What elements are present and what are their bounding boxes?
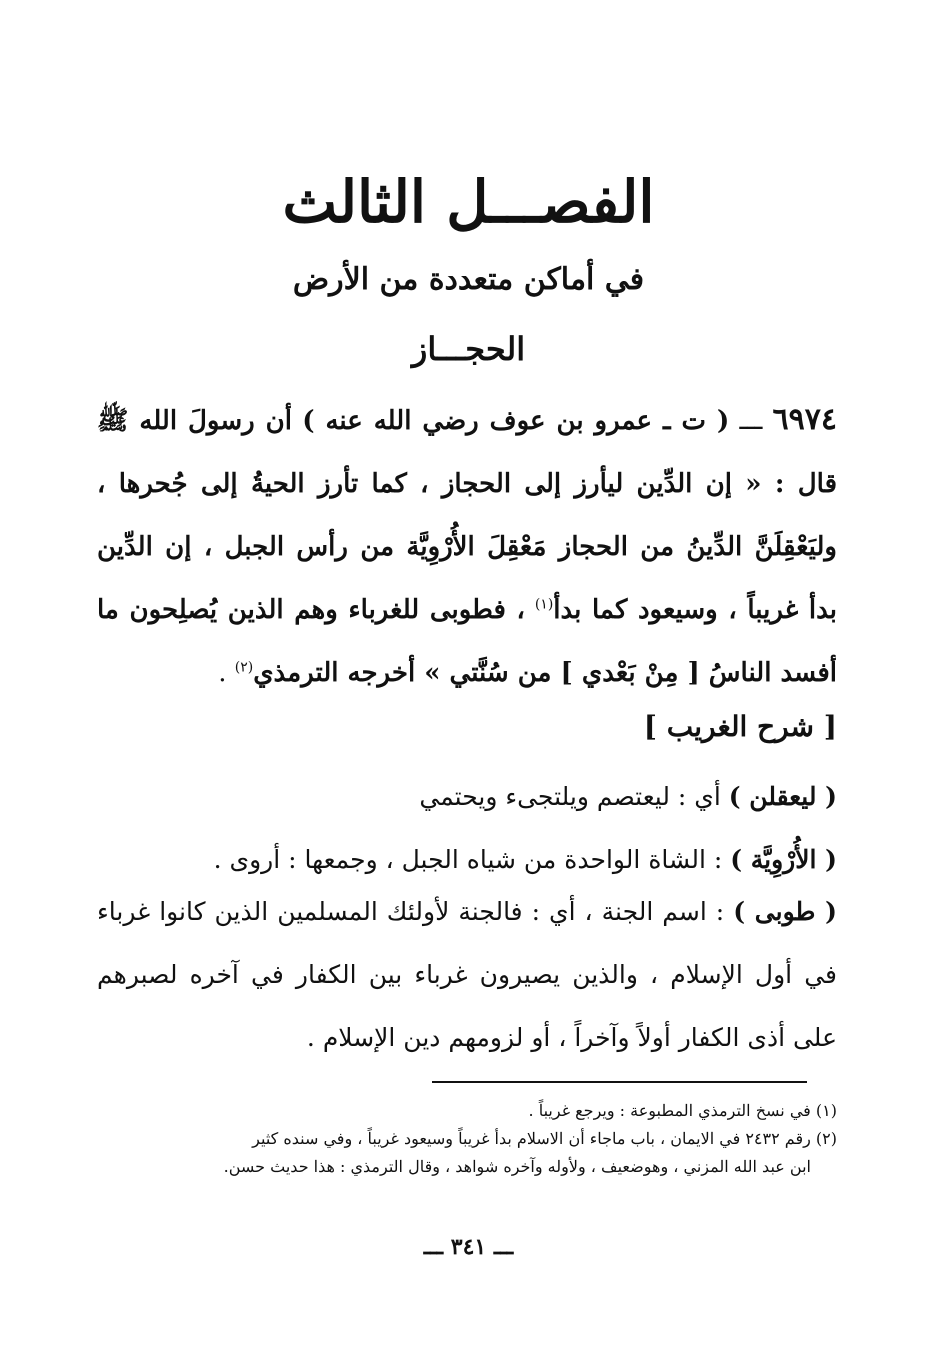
chapter-subtitle: في أماكن متعددة من الأرض bbox=[292, 262, 645, 297]
sharh-heading: [ شرح الغريب ] bbox=[643, 710, 837, 743]
footnotes bbox=[97, 1097, 837, 1181]
page-number: ـــ ٣٤١ ـــ bbox=[423, 1234, 514, 1260]
gloss-term: ( ليعقلن ) bbox=[728, 782, 837, 811]
section-heading: الحجـــاز bbox=[411, 330, 526, 368]
footnote-text: رقم ٢٤٣٢ في الايمان ، باب ماجاء أن الاسلام بدأ غريباً وسيعود غريباً ، وفي سنده كثير bbox=[252, 1129, 811, 1148]
hadith-text-end: . bbox=[218, 658, 227, 688]
footnote-ref-1: (١) bbox=[534, 596, 554, 613]
hadith-text-part2: ، فطوبى للغرباء وهم الذين يُصلِحون ما أفسد الناسُ [ مِنْ بَعْدي ] من سُنَّتي » أخرجه الترمذي bbox=[97, 595, 837, 688]
footnote-marker: (٢) bbox=[815, 1129, 837, 1148]
gloss-item bbox=[97, 765, 837, 828]
footnote-2-continuation: ابن عبد الله المزني ، وهوضعيف ، ولأوله وآخره شواهد ، وقال الترمذي : هذا حديث حسن. bbox=[223, 1157, 811, 1176]
hadith-number: ٦٩٧٤ bbox=[772, 402, 837, 437]
footnote-ref-2: (٢) bbox=[234, 659, 254, 676]
footnote-divider bbox=[432, 1081, 807, 1083]
footnote-1 bbox=[97, 1097, 837, 1125]
hadith-separator: ـــ bbox=[739, 406, 763, 436]
footnote-marker: (١) bbox=[815, 1101, 837, 1120]
hadith-paragraph bbox=[97, 388, 837, 705]
footnote-2 bbox=[97, 1125, 837, 1153]
hadith-narrator: ( ت ـ عمرو بن عوف رضي الله عنه ) bbox=[302, 406, 730, 436]
footnote-text: في نسخ الترمذي المطبوعة : ويرجع غريباً . bbox=[528, 1101, 811, 1120]
gloss-definition: أي : ليعتصم ويلتجىء ويحتمي bbox=[419, 782, 721, 811]
gloss-definition: : الشاة الواحدة من شياه الجبل ، وجمعها : أروى . bbox=[213, 845, 723, 874]
hadith-text-part1: أن رسولَ الله ﷺ قال : « إن الدِّين ليأرز إلى الحجاز ، كما تأرز الحيةُ إلى جُحرها ، وليَعْقِلَنَّ الدِّينُ من الحجاز مَعْقِلَ الأُرْوِيَّة من رأس الجبل ، إن الدِّين بدأ غريباً ، وسيعود كما بدأ bbox=[97, 406, 838, 625]
gloss-definition: : اسم الجنة ، أي : فالجنة لأولئك المسلمين الذين كانوا غرباء في أول الإسلام ، والذين يصيرون غرباء بين الكفار في آخره لصبرهم على أذى الكفار أولاً وآخراً ، أو لزومهم دين الإسلام . bbox=[97, 897, 837, 1052]
gloss-term: ( الأُرْوِيَّة ) bbox=[730, 845, 837, 874]
gloss-item bbox=[97, 880, 837, 1069]
chapter-title: الفصـــل الثالث bbox=[282, 168, 655, 236]
gloss-term: ( طوبى ) bbox=[733, 897, 837, 926]
